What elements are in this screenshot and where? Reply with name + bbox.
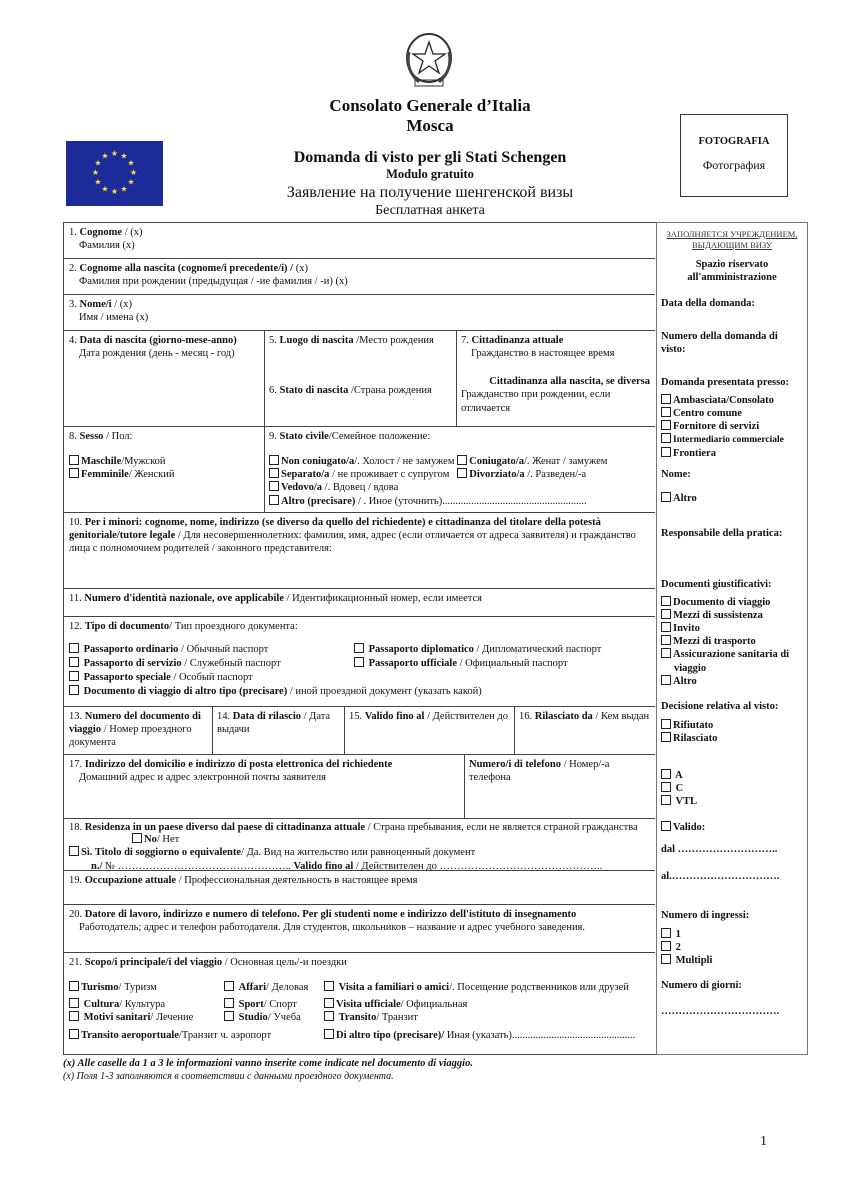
checkbox[interactable] bbox=[224, 981, 234, 991]
number-of-days-label: Numero di giorni: bbox=[661, 980, 742, 992]
field-18-residence: 18. Residenza in un paese diverso dal paese di cittadinanza attuale / Страна пребывания, если не является страной гражданства No/ Нет Sì. Titolo di soggiorno o equivalente/ Да. Вид на жительство или равноценный документ n./ № ………………………………………….. Valido fino al / Действителен до ……………………………………….. bbox=[64, 819, 655, 871]
checkbox[interactable] bbox=[661, 648, 671, 658]
option-female[interactable]: Femminile/ Женский bbox=[69, 468, 259, 481]
checkbox[interactable] bbox=[661, 492, 671, 502]
svg-text:★: ★ bbox=[91, 168, 100, 177]
eu-flag-icon bbox=[66, 141, 163, 206]
form-title-ru: Заявление на получение шенгенской визы bbox=[286, 184, 574, 201]
option-married[interactable]: Coniugato/a/. Женат / замужем bbox=[457, 456, 607, 467]
option-divorced[interactable]: Divorziato/a /. Разведен/-а bbox=[452, 469, 586, 480]
option-invitation[interactable]: Invito bbox=[661, 622, 803, 635]
checkbox[interactable] bbox=[661, 622, 671, 632]
checkbox[interactable] bbox=[69, 981, 79, 991]
checkbox[interactable] bbox=[354, 657, 364, 667]
field-21-purpose: 21. Scopo/i principale/i del viaggio / Основная цель/-и поездки Turismo/ Туризм Affari/ Деловая Visita a familiari o amici/. Посещение родственников или друзей Cultura/ Культура Sport/ Спорт Visita ufficiale/ Официальная Motivi sanitari/ Лечение Studio/ Учеба Transito/ Транзит Transito aeroportuale/Транзит ч. аэропорт Di altro tipo (precisare)/ Иная (указать)............................................... bbox=[69, 957, 636, 1042]
checkbox[interactable] bbox=[661, 420, 671, 430]
field-2-surname-at-birth[interactable]: 2. Cognome alla nascita (cognome/i precedente/i) / (x) Фамилия при рождении (предыдущая / -ие фамилия / -и) (x) bbox=[64, 259, 655, 295]
photo-label-ru: Фотография bbox=[702, 158, 766, 173]
photo-label-it: FOTOGRAFIA bbox=[698, 136, 770, 147]
option-refused[interactable]: Rifiutato bbox=[661, 719, 803, 732]
checkbox[interactable] bbox=[69, 455, 79, 465]
checkbox[interactable] bbox=[224, 998, 234, 1008]
checkbox[interactable] bbox=[69, 1011, 79, 1021]
checkbox[interactable] bbox=[269, 455, 279, 465]
field-9-civil-status: 9. Stato civile/Семейное положение: Non coniugato/a/. Холост / не замужем Coniugato/a/. Женат / замужем Separato/a / не проживает с супругом Divorziato/a /. Разведен/-а Vedovo/a /. Вдовец / вдова Altro (precisare) / . Иное (уточнить)....................................................... bbox=[264, 427, 655, 513]
checkbox[interactable] bbox=[457, 468, 467, 478]
checkbox[interactable] bbox=[661, 433, 671, 443]
option-visa-a[interactable]: A bbox=[661, 769, 803, 782]
option-airport-transit[interactable]: Transito aeroportuale/Транзит ч. аэропорт bbox=[69, 1029, 271, 1042]
option-travel-medical-insurance[interactable]: Assicurazione sanitaria di bbox=[661, 648, 803, 661]
checkbox[interactable] bbox=[69, 643, 79, 653]
option-business[interactable]: Affari/ Деловая bbox=[224, 981, 308, 994]
svg-text:★: ★ bbox=[110, 149, 119, 158]
valid-to-field[interactable]: al.…………………………. bbox=[661, 870, 780, 882]
name-label: Nome: bbox=[661, 469, 691, 481]
field-8-sex: 8. Sesso / Пол: Maschile/Мужской Femminile/ Женский bbox=[64, 427, 264, 513]
checkbox[interactable] bbox=[69, 671, 79, 681]
footnote-it: (x) Alle caselle da 1 a 3 le informazioni vanno inserite come indicate nel documento di viaggio. bbox=[63, 1058, 473, 1069]
option-entries-2[interactable]: 2 bbox=[661, 941, 803, 954]
field-17-phone[interactable]: Numero/i di telefono / Номер/-а телефона bbox=[464, 755, 655, 819]
option-special-passport[interactable]: Passaporto speciale / Особый паспорт bbox=[69, 671, 253, 684]
visa-decision-label: Decisione relativa al visto: bbox=[661, 700, 779, 712]
checkbox[interactable] bbox=[324, 981, 334, 991]
checkbox[interactable] bbox=[661, 447, 671, 457]
application-date-label: Data della domanda: bbox=[661, 297, 755, 309]
option-diplomatic-passport[interactable]: Passaporto diplomatico / Дипломатический паспорт bbox=[354, 643, 601, 656]
form-subtitle-ru: Бесплатная анкета bbox=[375, 203, 485, 218]
field-5-place-of-birth[interactable]: 5. Luogo di nascita /Место рождения bbox=[269, 335, 434, 346]
application-number-label: Numero della domanda di visto: bbox=[661, 330, 778, 355]
svg-text:★: ★ bbox=[120, 184, 128, 194]
field-19-occupation[interactable]: 19. Occupazione attuale / Профессиональная деятельность в настоящее время bbox=[64, 871, 655, 905]
svg-text:★: ★ bbox=[110, 187, 119, 196]
checkbox[interactable] bbox=[661, 675, 671, 685]
consulate-city: Mosca bbox=[406, 116, 454, 135]
option-commercial-intermediary[interactable]: Intermediario commerciale bbox=[661, 433, 803, 447]
number-of-days-field[interactable]: ……………………………. bbox=[661, 1005, 780, 1017]
svg-text:★: ★ bbox=[94, 158, 102, 168]
page-number: 1 bbox=[760, 1134, 767, 1149]
option-transit[interactable]: Transito/ Транзит bbox=[324, 1011, 418, 1024]
valid-from-field[interactable]: dal ……………………….. bbox=[661, 843, 778, 855]
checkbox[interactable] bbox=[661, 954, 671, 964]
option-official-visit[interactable]: Visita ufficiale/ Официальная bbox=[324, 998, 467, 1011]
option-widowed[interactable]: Vedovo/a /. Вдовец / вдова bbox=[269, 481, 650, 494]
number-of-entries-label: Numero di ingressi: bbox=[661, 909, 750, 921]
application-form bbox=[63, 222, 657, 1055]
svg-text:★: ★ bbox=[120, 151, 128, 161]
svg-text:★: ★ bbox=[127, 177, 135, 187]
checkbox[interactable] bbox=[457, 455, 467, 465]
checkbox[interactable] bbox=[661, 782, 671, 792]
checkbox[interactable] bbox=[324, 1029, 334, 1039]
option-single[interactable]: Non coniugato/a/. Холост / не замужем bbox=[269, 456, 454, 467]
checkbox[interactable] bbox=[661, 769, 671, 779]
option-ordinary-passport[interactable]: Passaporto ordinario / Обычный паспорт bbox=[69, 643, 268, 656]
checkbox[interactable] bbox=[324, 1011, 334, 1021]
sidebar-ru-header: ЗАПОЛНЯЕТСЯ УЧРЕЖДЕНИЕМ, ВЫДАЮЩИМ ВИЗУ bbox=[666, 229, 798, 250]
field-15-valid-until[interactable]: 15. Valido fino al / Действителен до bbox=[344, 707, 514, 755]
svg-text:★: ★ bbox=[101, 184, 109, 194]
option-means-of-transport[interactable]: Mezzi di trasporto bbox=[661, 635, 803, 648]
case-officer-label: Responsabile della pratica: bbox=[661, 527, 783, 539]
checkbox[interactable] bbox=[661, 394, 671, 404]
option-other-document[interactable]: Documento di viaggio di altro tipo (precisare) / иной проездной документ (указать какой) bbox=[69, 685, 482, 698]
option-other-status[interactable]: Altro (precisare) / . Иное (уточнить)....................................................... bbox=[269, 495, 650, 508]
option-service-provider[interactable]: Fornitore di servizi bbox=[661, 420, 803, 433]
checkbox[interactable] bbox=[69, 685, 79, 695]
checkbox[interactable] bbox=[661, 407, 671, 417]
checkbox[interactable] bbox=[661, 635, 671, 645]
submitted-at-label: Domanda presentata presso: bbox=[661, 376, 789, 388]
option-other-submission[interactable]: Altro bbox=[661, 492, 803, 505]
option-entries-1[interactable]: 1 bbox=[661, 928, 803, 941]
field-3-first-names[interactable]: 3. Nome/i / (x) Имя / имена (x) bbox=[64, 295, 655, 331]
option-medical[interactable]: Motivi sanitari/ Лечение bbox=[69, 1011, 193, 1024]
checkbox[interactable] bbox=[661, 928, 671, 938]
option-embassy[interactable]: Ambasciata/Consolato bbox=[661, 394, 803, 407]
option-culture[interactable]: Cultura/ Культура bbox=[69, 998, 165, 1011]
field-1-surname[interactable]: 1. Cognome / (x) Фамилия (x) bbox=[64, 223, 655, 259]
option-other-purpose[interactable]: Di altro tipo (precisare)/ Иная (указать)............................................... bbox=[324, 1029, 635, 1042]
checkbox[interactable] bbox=[69, 1029, 79, 1039]
italian-emblem-icon bbox=[397, 30, 461, 92]
field-16-issued-by[interactable]: 16. Rilasciato da / Кем выдан bbox=[514, 707, 655, 755]
field-13-document-number[interactable]: 13. Numero del documento di viaggio / Номер проездного документа bbox=[64, 707, 212, 755]
checkbox[interactable] bbox=[324, 998, 334, 1008]
administration-sidebar: ЗАПОЛНЯЕТСЯ УЧРЕЖДЕНИЕМ, ВЫДАЮЩИМ ВИЗУ Spazio riservato all'amministrazione Data della domanda: Numero della domanda di visto: Domanda presentata presso: Ambasciata/Consolato Centro comune Fornitore di servizi Intermediario commerciale Frontiera Nome: Altro Responsabile della pratica: Documenti giustificativi: Documento di viaggio Mezzi di sussistenza Invito Mezzi di trasporto Assicurazione sanitaria di viaggio Altro Decisione relativa al visto: Rifiutato Rilasciato A C VTL Valido: dal ……………………….. al.…………………………. Numero di ingressi: 1 2 Multipli Numero di giorni: ……………………………. bbox=[656, 222, 808, 1055]
checkbox[interactable] bbox=[661, 719, 671, 729]
option-male[interactable]: Maschile/Мужской bbox=[69, 455, 259, 468]
checkbox[interactable] bbox=[661, 941, 671, 951]
svg-text:★: ★ bbox=[129, 168, 138, 177]
option-valid[interactable]: Valido: bbox=[661, 821, 803, 834]
supporting-documents-label: Documenti giustificativi: bbox=[661, 578, 772, 590]
option-issued[interactable]: Rilasciato bbox=[661, 732, 803, 745]
checkbox[interactable] bbox=[661, 609, 671, 619]
option-travel-document[interactable]: Documento di viaggio bbox=[661, 596, 803, 609]
option-residence-yes[interactable]: Sì. Titolo di soggiorno o equivalente/ Да. Вид на жительство или равноценный документ bbox=[69, 846, 650, 859]
checkbox[interactable] bbox=[69, 657, 79, 667]
field-14-issue-date[interactable]: 14. Data di rilascio / Дата выдачи bbox=[212, 707, 344, 755]
option-common-centre[interactable]: Centro comune bbox=[661, 407, 803, 420]
svg-text:★: ★ bbox=[94, 177, 102, 187]
field-4-date-of-birth[interactable]: 4. Data di nascita (giorno-mese-anno) Дата рождения (день - месяц - год) bbox=[64, 331, 264, 427]
checkbox[interactable] bbox=[69, 998, 79, 1008]
option-sport[interactable]: Sport/ Спорт bbox=[224, 998, 297, 1011]
checkbox[interactable] bbox=[661, 821, 671, 831]
field-6-country-of-birth[interactable]: 6. Stato di nascita /Страна рождения bbox=[264, 376, 456, 427]
consulate-name: Consolato Generale d’Italia bbox=[329, 96, 531, 115]
checkbox[interactable] bbox=[69, 846, 79, 856]
field-17-address-email[interactable]: 17. Indirizzo del domicilio e indirizzo di posta elettronica del richiedente Домашний адрес и адрес электронной почты заявителя bbox=[64, 755, 464, 819]
field-12-document-type: 12. Tipo di documento/ Тип проездного документа: Passaporto ordinario / Обычный паспорт Passaporto diplomatico / Дипломатический паспорт Passaporto di servizio / Служебный паспорт Passaporto ufficiale / Официальный паспорт Passaporto speciale / Особый паспорт Documento di viaggio di altro tipo (precisare) / иной проездной документ (указать какой) bbox=[64, 617, 655, 707]
footnote-ru: (x) Поля 1-3 заполняются в соответствии с данными проездного документа. bbox=[63, 1071, 394, 1082]
option-means-of-subsistence[interactable]: Mezzi di sussistenza bbox=[661, 609, 803, 622]
option-visa-vtl[interactable]: VTL bbox=[661, 795, 803, 808]
form-title-it: Domanda di visto per gli Stati Schengen bbox=[293, 149, 567, 166]
option-separated[interactable]: Separato/a / не проживает с супругом bbox=[269, 469, 449, 480]
svg-text:★: ★ bbox=[127, 158, 135, 168]
option-family-visit[interactable]: Visita a familiari o amici/. Посещение родственников или друзей bbox=[324, 981, 629, 994]
checkbox[interactable] bbox=[269, 468, 279, 478]
field-20-employer[interactable]: 20. Datore di lavoro, indirizzo e numero di telefono. Per gli studenti nome e indirizzo dell'istituto di insegnamento Работодатель; адрес и телефон работодателя. Для студентов, школьников – название и адрес учебного заведения. bbox=[64, 905, 655, 953]
form-subtitle-it: Modulo gratuito bbox=[386, 167, 474, 181]
checkbox[interactable] bbox=[269, 481, 279, 491]
checkbox[interactable] bbox=[69, 468, 79, 478]
option-residence-no[interactable]: No/ Нет bbox=[69, 833, 650, 846]
field-11-national-id[interactable]: 11. Numero d'identità nazionale, ove applicabile / Идентификационный номер, если имеется bbox=[64, 589, 655, 617]
option-visa-c[interactable]: C bbox=[661, 782, 803, 795]
option-other-document[interactable]: Altro bbox=[661, 675, 803, 688]
checkbox[interactable] bbox=[661, 732, 671, 742]
checkbox[interactable] bbox=[132, 833, 142, 843]
sidebar-title: Spazio riservato all'amministrazione bbox=[687, 259, 777, 284]
checkbox[interactable] bbox=[269, 495, 279, 505]
option-study[interactable]: Studio/ Учеба bbox=[224, 1011, 301, 1024]
option-official-passport[interactable]: Passaporto ufficiale / Официальный паспорт bbox=[354, 657, 568, 670]
field-7-nationality[interactable]: 7. Cittadinanza attuale Гражданство в настоящее время Cittadinanza alla nascita, se diversa Гражданство при рождении, если отличается bbox=[456, 331, 655, 427]
option-border[interactable]: Frontiera bbox=[661, 447, 803, 460]
photo-box bbox=[680, 114, 788, 197]
checkbox[interactable] bbox=[224, 1011, 234, 1021]
checkbox[interactable] bbox=[354, 643, 364, 653]
option-tourism[interactable]: Turismo/ Туризм bbox=[69, 981, 157, 994]
field-10-minors-guardian[interactable]: 10. Per i minori: cognome, nome, indirizzo (se diverso da quello del richiedente) e cittadinanza del titolare della potestà genitoriale/tutore legale / Для несовершеннолетних: фамилия, имя, адрес (если отличается от адреса заявителя) и гражданство лица с полномочием родителей / законного представителя: bbox=[64, 513, 655, 589]
option-entries-multiple[interactable]: Multipli bbox=[661, 954, 803, 967]
checkbox[interactable] bbox=[661, 596, 671, 606]
checkbox[interactable] bbox=[661, 795, 671, 805]
svg-text:★: ★ bbox=[101, 151, 109, 161]
option-service-passport[interactable]: Passaporto di servizio / Служебный паспорт bbox=[69, 657, 281, 670]
